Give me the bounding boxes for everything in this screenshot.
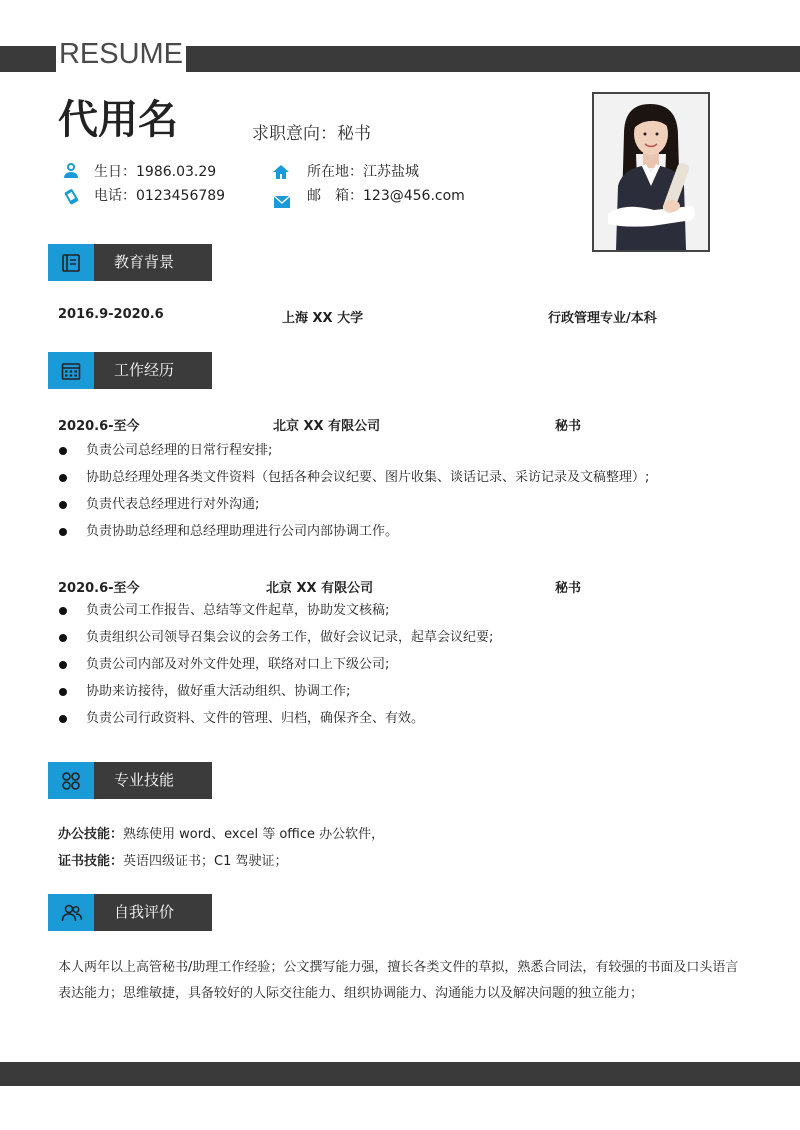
section-work-header — [48, 352, 212, 389]
phone-icon — [62, 188, 80, 210]
job-2-position: 秘书 — [555, 581, 582, 596]
candidate-name: 代用名 — [58, 97, 178, 143]
education-school: 上海 XX 大学 — [282, 311, 364, 326]
list-item: 负责公司行政资料、文件的管理、归档，确保齐全、有效。 — [56, 705, 493, 732]
mail-icon — [273, 193, 291, 215]
list-item: 负责代表总经理进行对外沟通; — [56, 491, 649, 518]
calendar-icon — [48, 352, 94, 389]
resume-label: RESUME — [58, 38, 184, 70]
office-skill-value: 熟练使用 word、excel 等 office 办公软件， — [123, 827, 385, 842]
cert-skill-value: 英语四级证书；C1 驾驶证； — [123, 854, 288, 869]
email: 邮 箱：123@456.com — [307, 188, 465, 204]
list-item: 协助来访接待，做好重大活动组织、协调工作; — [56, 678, 493, 705]
education-period: 2016.9-2020.6 — [58, 307, 164, 322]
cert-skill-label: 证书技能： — [58, 854, 124, 869]
section-self-eval-header — [48, 894, 212, 931]
job-1-company: 北京 XX 有限公司 — [273, 419, 381, 434]
phone: 电话：0123456789 — [94, 188, 226, 204]
self-eval-text: 本人两年以上高管秘书/助理工作经验；公文撰写能力强，擅长各类文件的草拟，熟悉合同法，有较强的书面及口头语言表达能力；思维敏捷，具备较好的人际交往能力、组织协调能力、沟通能力以及解决问题的独立能力； — [58, 960, 739, 1001]
office-skill — [58, 823, 384, 842]
section-skills-header — [48, 762, 212, 799]
person-icon — [62, 161, 80, 183]
book-icon — [48, 244, 94, 281]
people-icon — [48, 894, 94, 931]
list-item: 负责组织公司领导召集会议的会务工作，做好会议记录，起草会议纪要; — [56, 624, 493, 651]
section-education-title: 教育背景 — [94, 244, 212, 281]
education-major: 行政管理专业/本科 — [548, 311, 657, 326]
birthday: 生日：1986.03.29 — [94, 164, 217, 180]
job-intent: 求职意向：秘书 — [252, 124, 371, 144]
section-education-header — [48, 244, 212, 281]
list-item: 协助总经理处理各类文件资料（包括各种会议纪要、图片收集、谈话记录、采访记录及文稿整理）; — [56, 464, 649, 491]
section-self-eval-title: 自我评价 — [94, 894, 212, 931]
list-item: 负责公司总经理的日常行程安排; — [56, 437, 649, 464]
list-item: 负责协助总经理和总经理助理进行公司内部协调工作。 — [56, 518, 649, 545]
list-item: 负责公司内部及对外文件处理，联络对口上下级公司; — [56, 651, 493, 678]
job-2-period: 2020.6-至今 — [58, 581, 140, 596]
home-icon — [272, 163, 290, 185]
job-2-duties — [56, 597, 493, 732]
profile-photo — [592, 92, 710, 252]
job-1-position: 秘书 — [555, 419, 582, 434]
cert-skill — [58, 850, 288, 869]
list-item: 负责公司工作报告、总结等文件起草，协助发文核稿; — [56, 597, 493, 624]
section-skills-title: 专业技能 — [94, 762, 212, 799]
bottom-bar — [0, 1062, 800, 1086]
job-1-duties — [56, 437, 649, 545]
job-2-company: 北京 XX 有限公司 — [266, 581, 374, 596]
office-skill-label: 办公技能： — [58, 827, 124, 842]
grid-icon — [48, 762, 94, 799]
location: 所在地：江苏盐城 — [307, 164, 419, 180]
job-1-period: 2020.6-至今 — [58, 419, 140, 434]
section-work-title: 工作经历 — [94, 352, 212, 389]
